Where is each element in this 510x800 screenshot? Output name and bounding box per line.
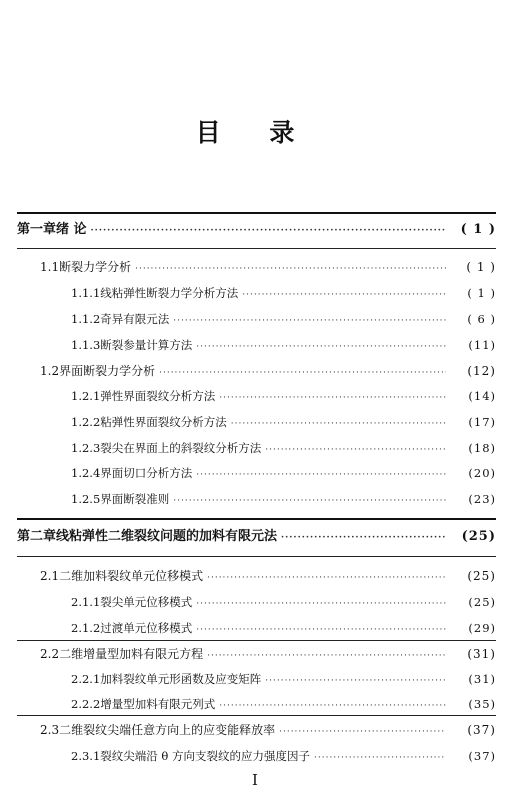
toc-entry-subsection[interactable] bbox=[71, 747, 496, 765]
toc-entry-subsection[interactable] bbox=[71, 284, 496, 302]
entry-number: 2.3 bbox=[40, 723, 60, 737]
entry-title: 增量型加料有限元列式 bbox=[100, 697, 216, 711]
toc-entry-subsection[interactable] bbox=[71, 310, 496, 328]
page-title: 目 录 bbox=[195, 118, 315, 147]
toc-entry-subsection[interactable] bbox=[71, 593, 496, 611]
dot-leader bbox=[314, 749, 446, 767]
entry-page: ( 1 ) bbox=[460, 222, 496, 237]
dot-leader bbox=[173, 312, 446, 330]
entry-number: 第二章 bbox=[17, 529, 57, 544]
entry-page: (31) bbox=[468, 672, 496, 686]
dot-leader bbox=[196, 621, 446, 639]
entry-page: (14) bbox=[468, 389, 496, 403]
entry-number: 1.2.1 bbox=[71, 389, 101, 403]
toc-entry-section[interactable] bbox=[40, 362, 496, 380]
dot-leader bbox=[242, 286, 446, 304]
toc-entry-subsection[interactable] bbox=[71, 336, 496, 354]
entry-number: 2.1.1 bbox=[71, 595, 101, 609]
dot-leader bbox=[281, 529, 446, 547]
dot-leader bbox=[135, 260, 446, 278]
dot-leader bbox=[173, 492, 446, 510]
toc-entry-section[interactable] bbox=[40, 645, 496, 663]
entry-page: (20) bbox=[468, 466, 496, 480]
entry-page: (17) bbox=[468, 415, 496, 429]
entry-page: ( 1 ) bbox=[466, 260, 496, 274]
entry-title: 裂尖在界面上的斜裂纹分析方法 bbox=[100, 441, 262, 455]
toc-entry-subsection[interactable] bbox=[71, 464, 496, 482]
dot-leader bbox=[159, 364, 446, 382]
entry-number: 2.2.1 bbox=[71, 672, 101, 686]
toc-entry-section[interactable] bbox=[40, 721, 496, 739]
dot-leader bbox=[265, 672, 446, 690]
dot-leader bbox=[231, 415, 446, 433]
entry-number: 1.1.3 bbox=[71, 338, 101, 352]
entry-page: (25) bbox=[468, 595, 496, 609]
toc-entry-section[interactable] bbox=[40, 258, 496, 276]
entry-page: (12) bbox=[467, 364, 496, 378]
entry-page: (37) bbox=[467, 723, 496, 737]
toc-entry-subsection[interactable] bbox=[71, 695, 496, 713]
entry-page: (23) bbox=[468, 492, 496, 506]
entry-title: 弹性界面裂纹分析方法 bbox=[100, 389, 216, 403]
entry-number: 2.3.1 bbox=[71, 749, 101, 763]
toc-entry-subsection[interactable] bbox=[71, 619, 496, 637]
toc-entry-subsection[interactable] bbox=[71, 439, 496, 457]
entry-title: 二维增量型加料有限元方程 bbox=[59, 647, 204, 661]
entry-title: 加料裂纹单元形函数及应变矩阵 bbox=[100, 672, 262, 686]
toc-entry-subsection[interactable] bbox=[71, 490, 496, 508]
entry-title: 绪 论 bbox=[56, 222, 87, 237]
section-rule bbox=[17, 556, 496, 557]
entry-title: 断裂参量计算方法 bbox=[100, 338, 193, 352]
dot-leader bbox=[207, 569, 446, 587]
entry-title: 粘弹性界面裂纹分析方法 bbox=[100, 415, 227, 429]
dot-leader bbox=[219, 389, 446, 407]
section-rule bbox=[17, 248, 496, 249]
dot-leader bbox=[265, 441, 446, 459]
entry-number: 1.1 bbox=[40, 260, 60, 274]
toc-entry-chapter[interactable] bbox=[17, 528, 496, 546]
entry-number: 2.1.2 bbox=[71, 621, 101, 635]
entry-title: 二维加料裂纹单元位移模式 bbox=[59, 569, 204, 583]
entry-number: 2.1 bbox=[40, 569, 60, 583]
entry-number: 1.2.5 bbox=[71, 492, 101, 506]
entry-page: (31) bbox=[467, 647, 496, 661]
section-rule bbox=[17, 715, 496, 716]
section-rule bbox=[17, 640, 496, 641]
entry-number: 第一章 bbox=[17, 222, 57, 237]
entry-number: 2.2 bbox=[40, 647, 60, 661]
page-number: I bbox=[252, 771, 258, 789]
dot-leader bbox=[196, 466, 446, 484]
entry-page: (25) bbox=[467, 569, 496, 583]
chapter-rule bbox=[17, 518, 496, 520]
entry-title: 奇异有限元法 bbox=[100, 312, 170, 326]
dot-leader bbox=[279, 723, 446, 741]
entry-page: ( 1 ) bbox=[467, 286, 496, 300]
dot-leader bbox=[91, 222, 446, 240]
toc-entry-subsection[interactable] bbox=[71, 670, 496, 688]
toc-entry-subsection[interactable] bbox=[71, 387, 496, 405]
entry-number: 1.1.1 bbox=[71, 286, 101, 300]
dot-leader bbox=[196, 595, 446, 613]
entry-page: (11) bbox=[468, 338, 496, 352]
entry-number: 1.2.3 bbox=[71, 441, 101, 455]
entry-page: (37) bbox=[468, 749, 496, 763]
entry-title: 裂尖单元位移模式 bbox=[100, 595, 193, 609]
chapter-rule bbox=[17, 212, 496, 214]
entry-page: (29) bbox=[468, 621, 496, 635]
entry-page: (35) bbox=[468, 697, 496, 711]
entry-page: (25) bbox=[461, 529, 496, 544]
dot-leader bbox=[207, 647, 446, 665]
entry-title: 裂纹尖端沿 θ 方向支裂纹的应力强度因子 bbox=[100, 749, 310, 763]
dot-leader bbox=[196, 338, 446, 356]
entry-number: 1.2.4 bbox=[71, 466, 101, 480]
entry-page: ( 6 ) bbox=[467, 312, 496, 326]
toc-entry-section[interactable] bbox=[40, 567, 496, 585]
entry-number: 1.2 bbox=[40, 364, 60, 378]
entry-number: 1.1.2 bbox=[71, 312, 101, 326]
entry-title: 界面断裂力学分析 bbox=[59, 364, 156, 378]
entry-title: 线粘弹性二维裂纹问题的加料有限元法 bbox=[56, 529, 278, 544]
entry-title: 界面切口分析方法 bbox=[100, 466, 193, 480]
entry-title: 二维裂纹尖端任意方向上的应变能释放率 bbox=[59, 723, 276, 737]
dot-leader bbox=[219, 697, 446, 715]
entry-title: 过渡单元位移模式 bbox=[100, 621, 193, 635]
entry-title: 线粘弹性断裂力学分析方法 bbox=[100, 286, 239, 300]
entry-title: 断裂力学分析 bbox=[59, 260, 132, 274]
entry-number: 2.2.2 bbox=[71, 697, 101, 711]
entry-title: 界面断裂准则 bbox=[100, 492, 170, 506]
entry-page: (18) bbox=[468, 441, 496, 455]
toc-entry-chapter[interactable] bbox=[17, 221, 496, 239]
toc-entry-subsection[interactable] bbox=[71, 413, 496, 431]
entry-number: 1.2.2 bbox=[71, 415, 101, 429]
